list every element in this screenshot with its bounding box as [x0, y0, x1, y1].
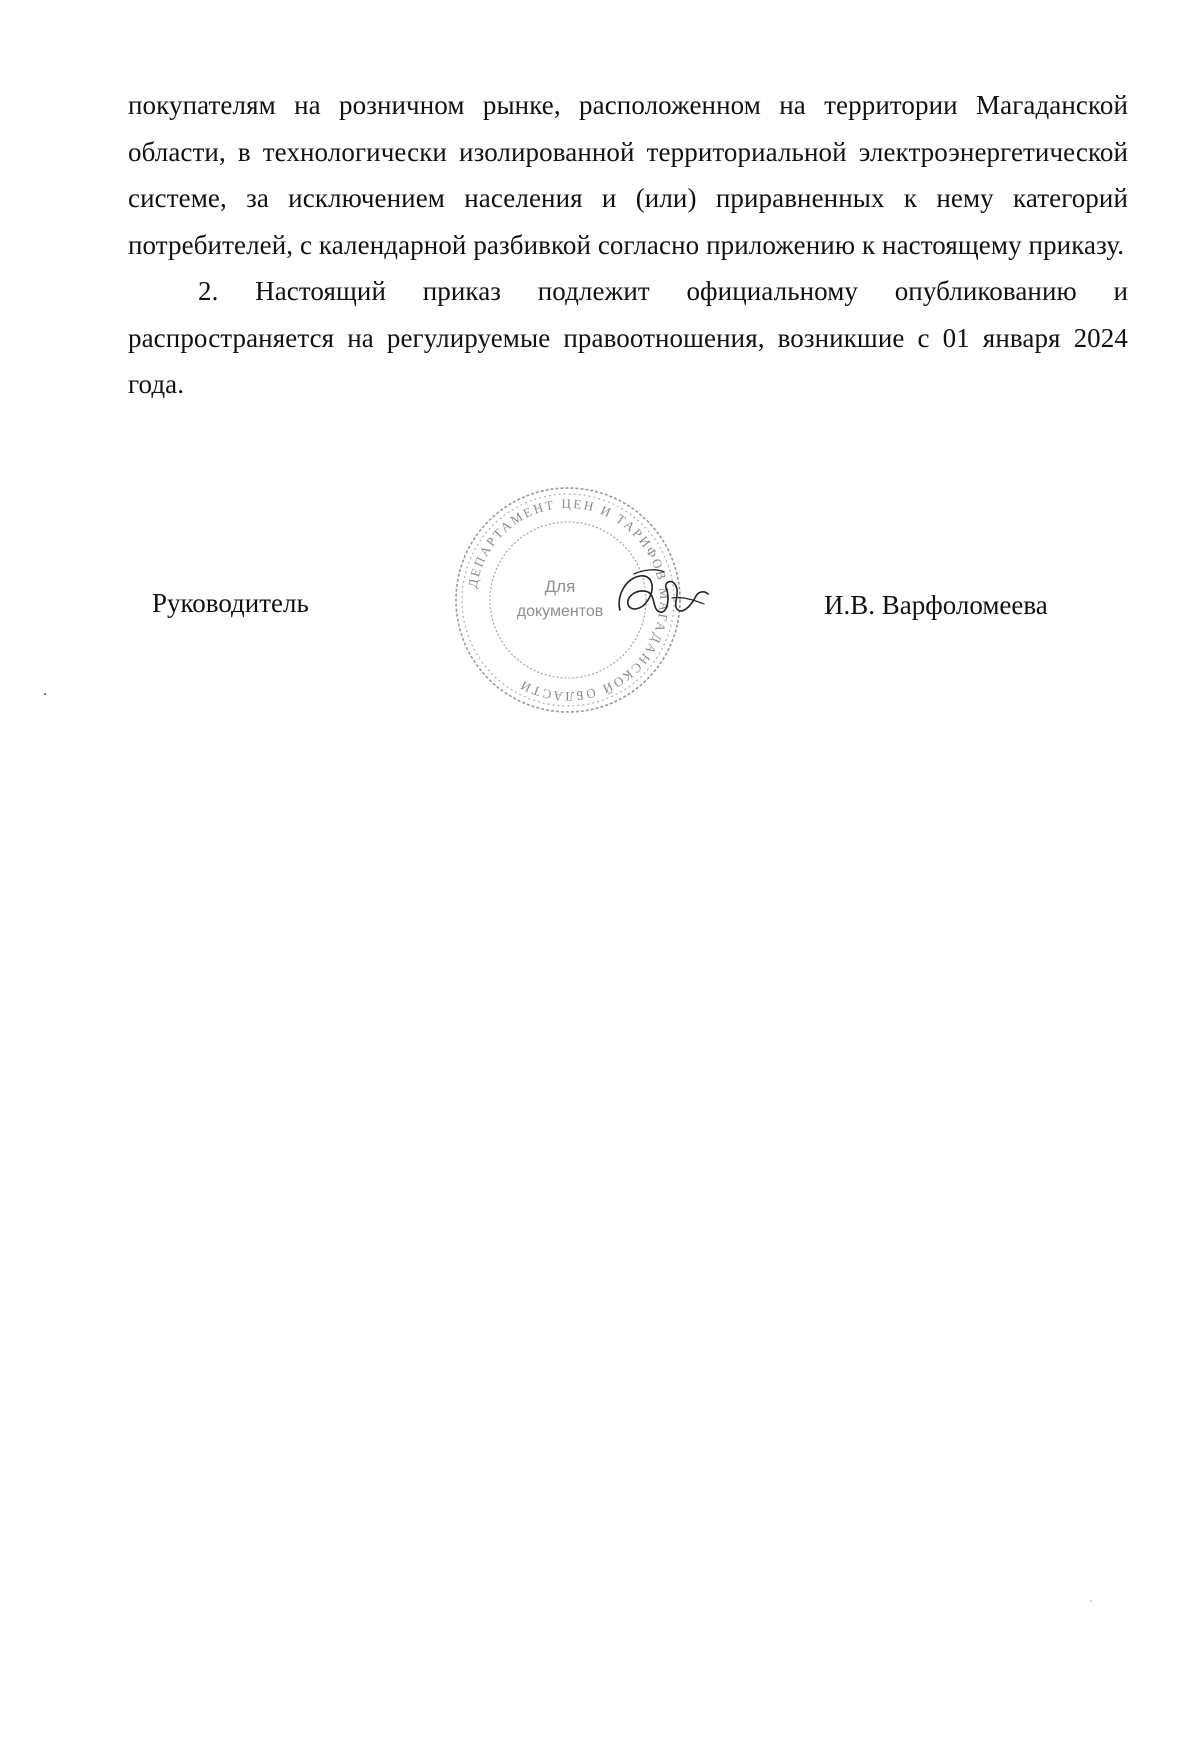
- stamp-center-line-2: документов: [516, 603, 604, 620]
- signer-position: Руководитель: [152, 588, 309, 618]
- scan-speck: [44, 693, 46, 695]
- paragraph-2: 2. Настоящий приказ подлежит официальному опубликованию и распространяется на регулируемые правоотношения, возникшие с 01 января 2024 года.: [128, 276, 1128, 399]
- stamp-center-line-1: Для: [544, 577, 576, 596]
- stamp-ring-text: ДЕПАРТАМЕНТ ЦЕН И ТАРИФОВ МАГАДАНСКОЙ ОБЛАСТИ: [464, 495, 673, 705]
- document-body: [128, 82, 1128, 408]
- handwritten-signature: [612, 566, 712, 626]
- signature-block: [0, 480, 1200, 720]
- paragraph-1: покупателям на розничном рынке, расположенном на территории Магаданской области, в технологически изолированной территориальной электроэнергетической системе, за исключением населения и (или) приравненных к нему категорий потребителей, с календарной разбивкой согласно приложению к настоящему приказу.: [128, 90, 1128, 260]
- signer-name: И.В. Варфоломеева: [824, 590, 1048, 620]
- scan-speck: [1090, 1600, 1092, 1602]
